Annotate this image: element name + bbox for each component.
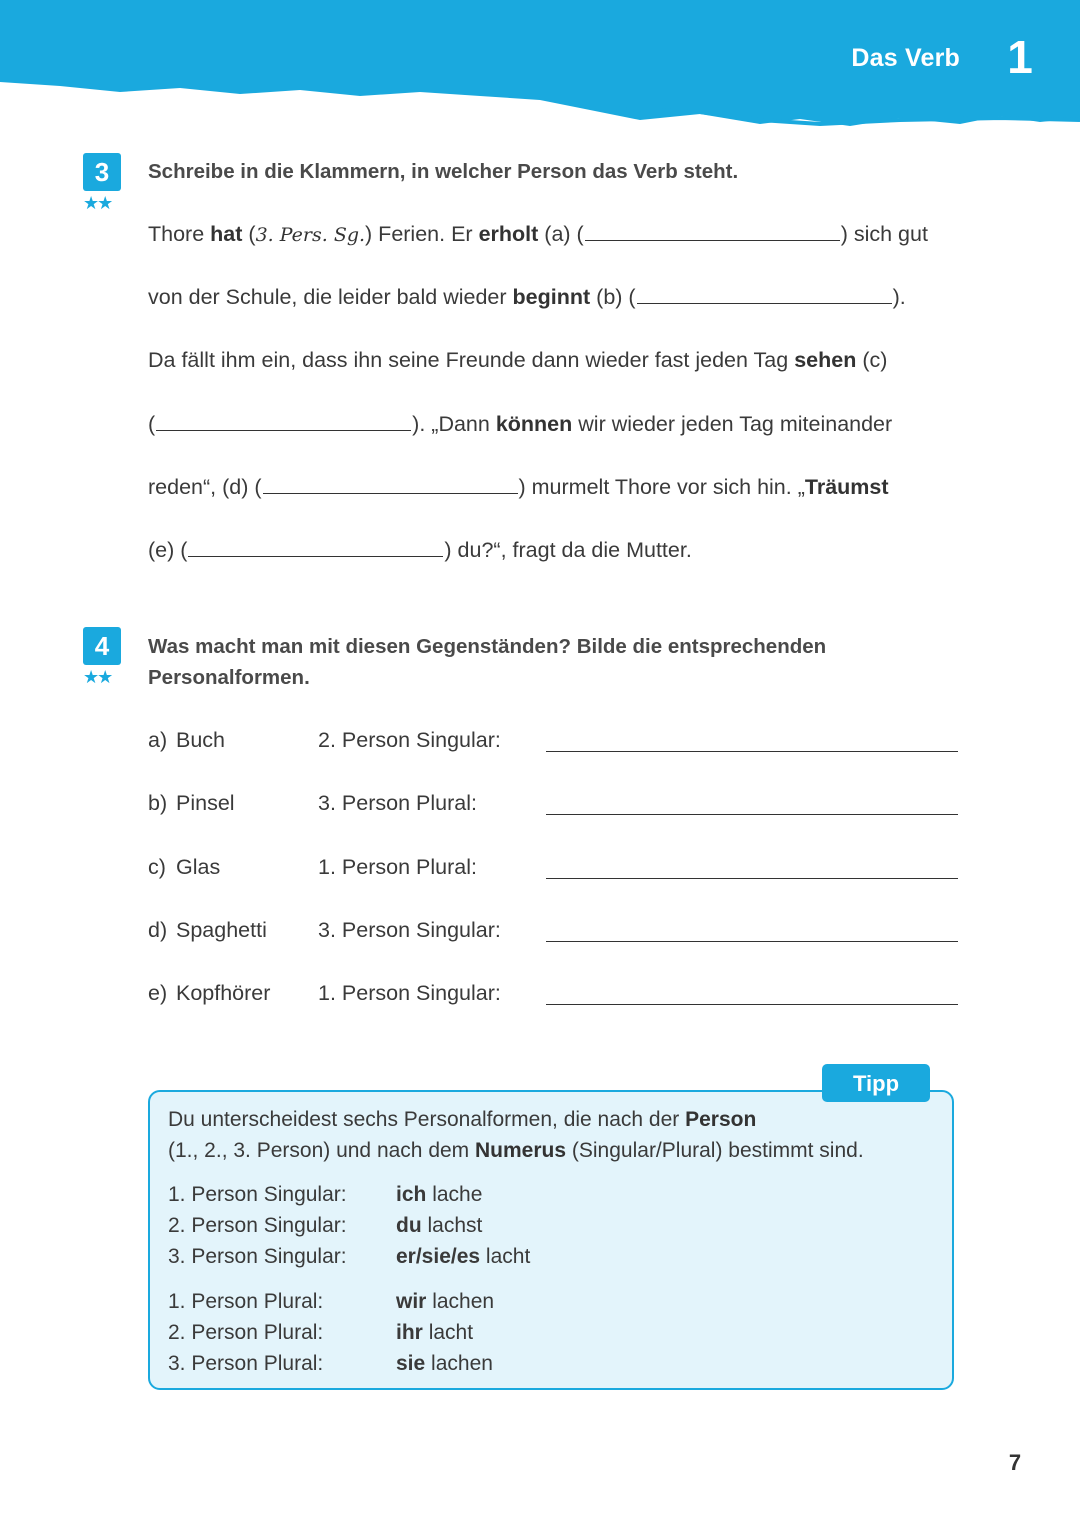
task-4-row-e: e) Kopfhörer 1. Person Singular: [148, 981, 958, 1017]
verb-koennen: können [495, 412, 573, 436]
conjugation-row: 2. Person Plural: ihr lacht [168, 1321, 474, 1344]
task-3-badge: 3 [83, 153, 121, 191]
verb-erholt: erholt [478, 222, 539, 246]
verb-traeumst: Träumst [804, 475, 889, 499]
conjugation-row: 1. Person Singular: ich lache [168, 1183, 483, 1206]
task-4-row-c: c) Glas 1. Person Plural: [148, 855, 958, 891]
conjugation-row: 3. Person Plural: sie lachen [168, 1352, 493, 1375]
task-4-title-line-1: Was macht man mit diesen Gegenständen? Bilde die entsprechenden [148, 635, 827, 658]
answer-line-c[interactable] [546, 878, 958, 879]
answer-line-e[interactable] [546, 1004, 958, 1005]
tip-label: Tipp [822, 1064, 930, 1102]
conjugation-row: 2. Person Singular: du lachst [168, 1214, 483, 1237]
task-3-line-6: (e) ( ) du?“, fragt da die Mutter. [148, 538, 692, 562]
task-3-line-2: von der Schule, die leider bald wieder beginnt (b) ( ). [148, 285, 906, 309]
answer-line-d[interactable] [546, 941, 958, 942]
item-form: 3. Person Singular: [318, 918, 501, 942]
item-form: 1. Person Plural: [318, 855, 477, 879]
item-form: 1. Person Singular: [318, 981, 501, 1005]
task-4-difficulty-stars: ★★ [83, 667, 112, 687]
item-form: 2. Person Singular: [318, 728, 501, 752]
verb-beginnt: beginnt [512, 285, 591, 309]
tip-text-line-2: (1., 2., 3. Person) und nach dem Numerus (Singular/Plural) bestimmt sind. [168, 1139, 864, 1162]
task-4-title-line-2: Personalformen. [148, 666, 310, 689]
item-word: Glas [176, 855, 221, 879]
conjugation-row: 1. Person Plural: wir lachen [168, 1290, 495, 1313]
task-3-line-1: Thore hat (3. Pers. Sg.) Ferien. Er erholt (a) ( ) sich gut [148, 222, 928, 246]
answer-line-b[interactable] [546, 814, 958, 815]
conjugation-row: 3. Person Singular: er/sie/es lacht [168, 1245, 531, 1268]
task-4-row-b: b) Pinsel 3. Person Plural: [148, 791, 958, 827]
item-word: Buch [176, 728, 226, 752]
task-4-row-a: a) Buch 2. Person Singular: [148, 728, 958, 764]
example-answer: 3. Pers. Sg. [255, 224, 366, 246]
task-4-row-d: d) Spaghetti 3. Person Singular: [148, 918, 958, 954]
chapter-title: Das Verb [851, 44, 960, 72]
blank-d[interactable] [263, 492, 518, 494]
task-4-badge: 4 [83, 627, 121, 665]
task-3-line-5: reden“, (d) ( ) murmelt Thore vor sich hin. „Träumst [148, 475, 889, 499]
blank-a[interactable] [585, 239, 840, 241]
task-3-difficulty-stars: ★★ [83, 193, 112, 213]
verb-hat: hat [210, 222, 243, 246]
item-word: Spaghetti [176, 918, 267, 942]
item-word: Kopfhörer [176, 981, 271, 1005]
task-3-title: Schreibe in die Klammern, in welcher Person das Verb steht. [148, 160, 739, 183]
tip-text-line-1: Du unterscheidest sechs Personalformen, die nach der Person [168, 1108, 757, 1131]
task-3-line-3: Da fällt ihm ein, dass ihn seine Freunde dann wieder fast jeden Tag sehen (c) [148, 348, 888, 372]
task-3-line-4: ( ). „Dann können wir wieder jeden Tag miteinander [148, 412, 893, 436]
page-number: 7 [1008, 1450, 1022, 1475]
blank-e[interactable] [188, 555, 443, 557]
blank-b[interactable] [637, 302, 892, 304]
chapter-number: 1 [1007, 31, 1033, 83]
item-word: Pinsel [176, 791, 235, 815]
item-form: 3. Person Plural: [318, 791, 477, 815]
blank-c[interactable] [156, 429, 411, 431]
answer-line-a[interactable] [546, 751, 958, 752]
verb-sehen: sehen [794, 348, 857, 372]
